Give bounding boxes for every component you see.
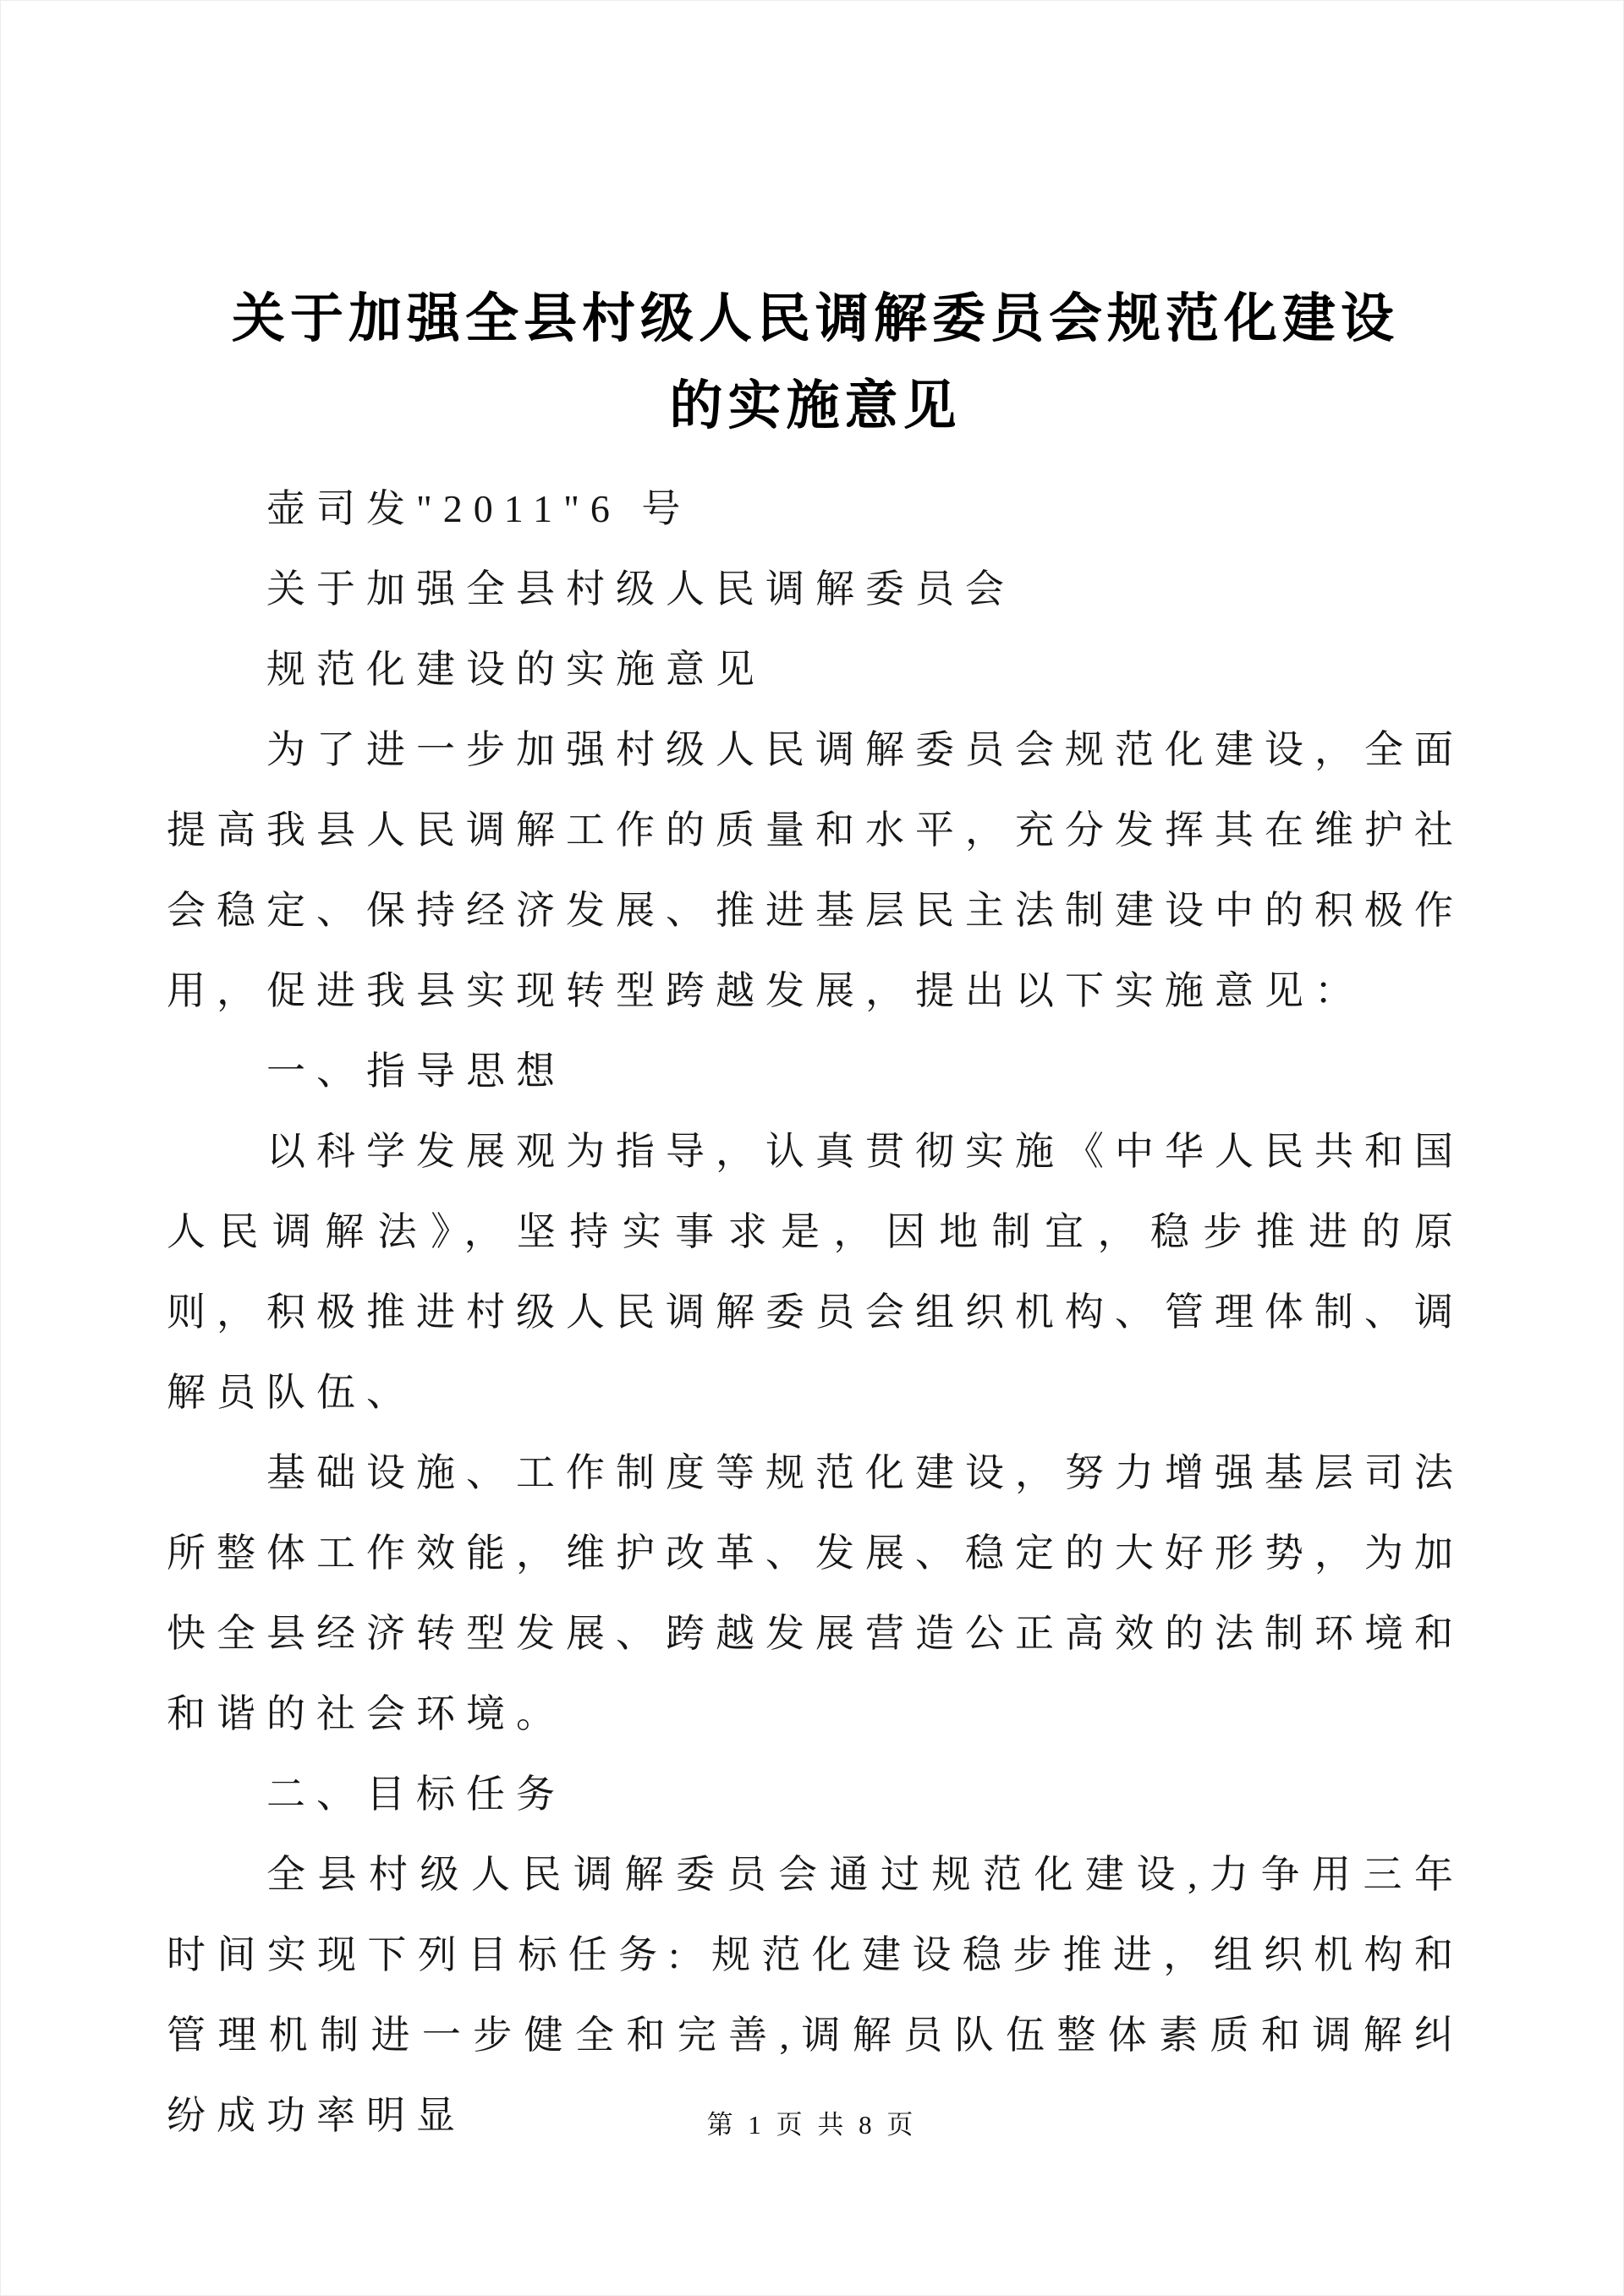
document-title — [167, 276, 1464, 450]
intro-paragraph: 为了进一步加强村级人民调解委员会规范化建设，全面提高我县人民调解工作的质量和水平，充分发挥其在维护社会稳定、保持经济发展、推进基层民主法制建设中的积极作用，促进我县实现转型跨越发展，提出以下实施意见： — [167, 728, 1464, 1012]
document-title-line-2: 的实施意见 — [669, 376, 962, 436]
document-title-line-1: 关于加强全县村级人民调解委员会规范化建设 — [232, 289, 1399, 348]
page-number-footer: 第 1 页 共 8 页 — [706, 2110, 918, 2140]
section-heading-2: 二、目标任务 — [266, 1773, 566, 1816]
doc-number-line: 壶司发"2011"6 号 — [266, 487, 692, 530]
section-heading-1: 一、指导思想 — [266, 1049, 566, 1093]
section-1-paragraph-2: 基础设施、工作制度等规范化建设，努力增强基层司法所整体工作效能，维护改革、发展、稳定的大好形势，为加快全县经济转型发展、跨越发展营造公正高效的法制环境和和谐的社会环境。 — [167, 1451, 1464, 1735]
inner-title-line-1: 关于加强全县村级人民调解委员会 — [266, 567, 1015, 611]
inner-title-line-2: 规范化建设的实施意见 — [266, 648, 765, 691]
section-1-paragraph-1: 以科学发展观为指导，认真贯彻实施《中华人民共和国人民调解法》，坚持实事求是，因地制宜，稳步推进的原则，积极推进村级人民调解委员会组织机构、管理体制、调解员队伍、 — [167, 1130, 1464, 1414]
section-2-paragraph-1: 全县村级人民调解委员会通过规范化建设,力争用三年时间实现下列目标任务: 规范化建设稳步推进，组织机构和管理机制进一步健全和完善,调解员队伍整体素质和调解纠纷成功率明显 — [167, 1853, 1464, 2137]
document-body — [167, 469, 1464, 2156]
